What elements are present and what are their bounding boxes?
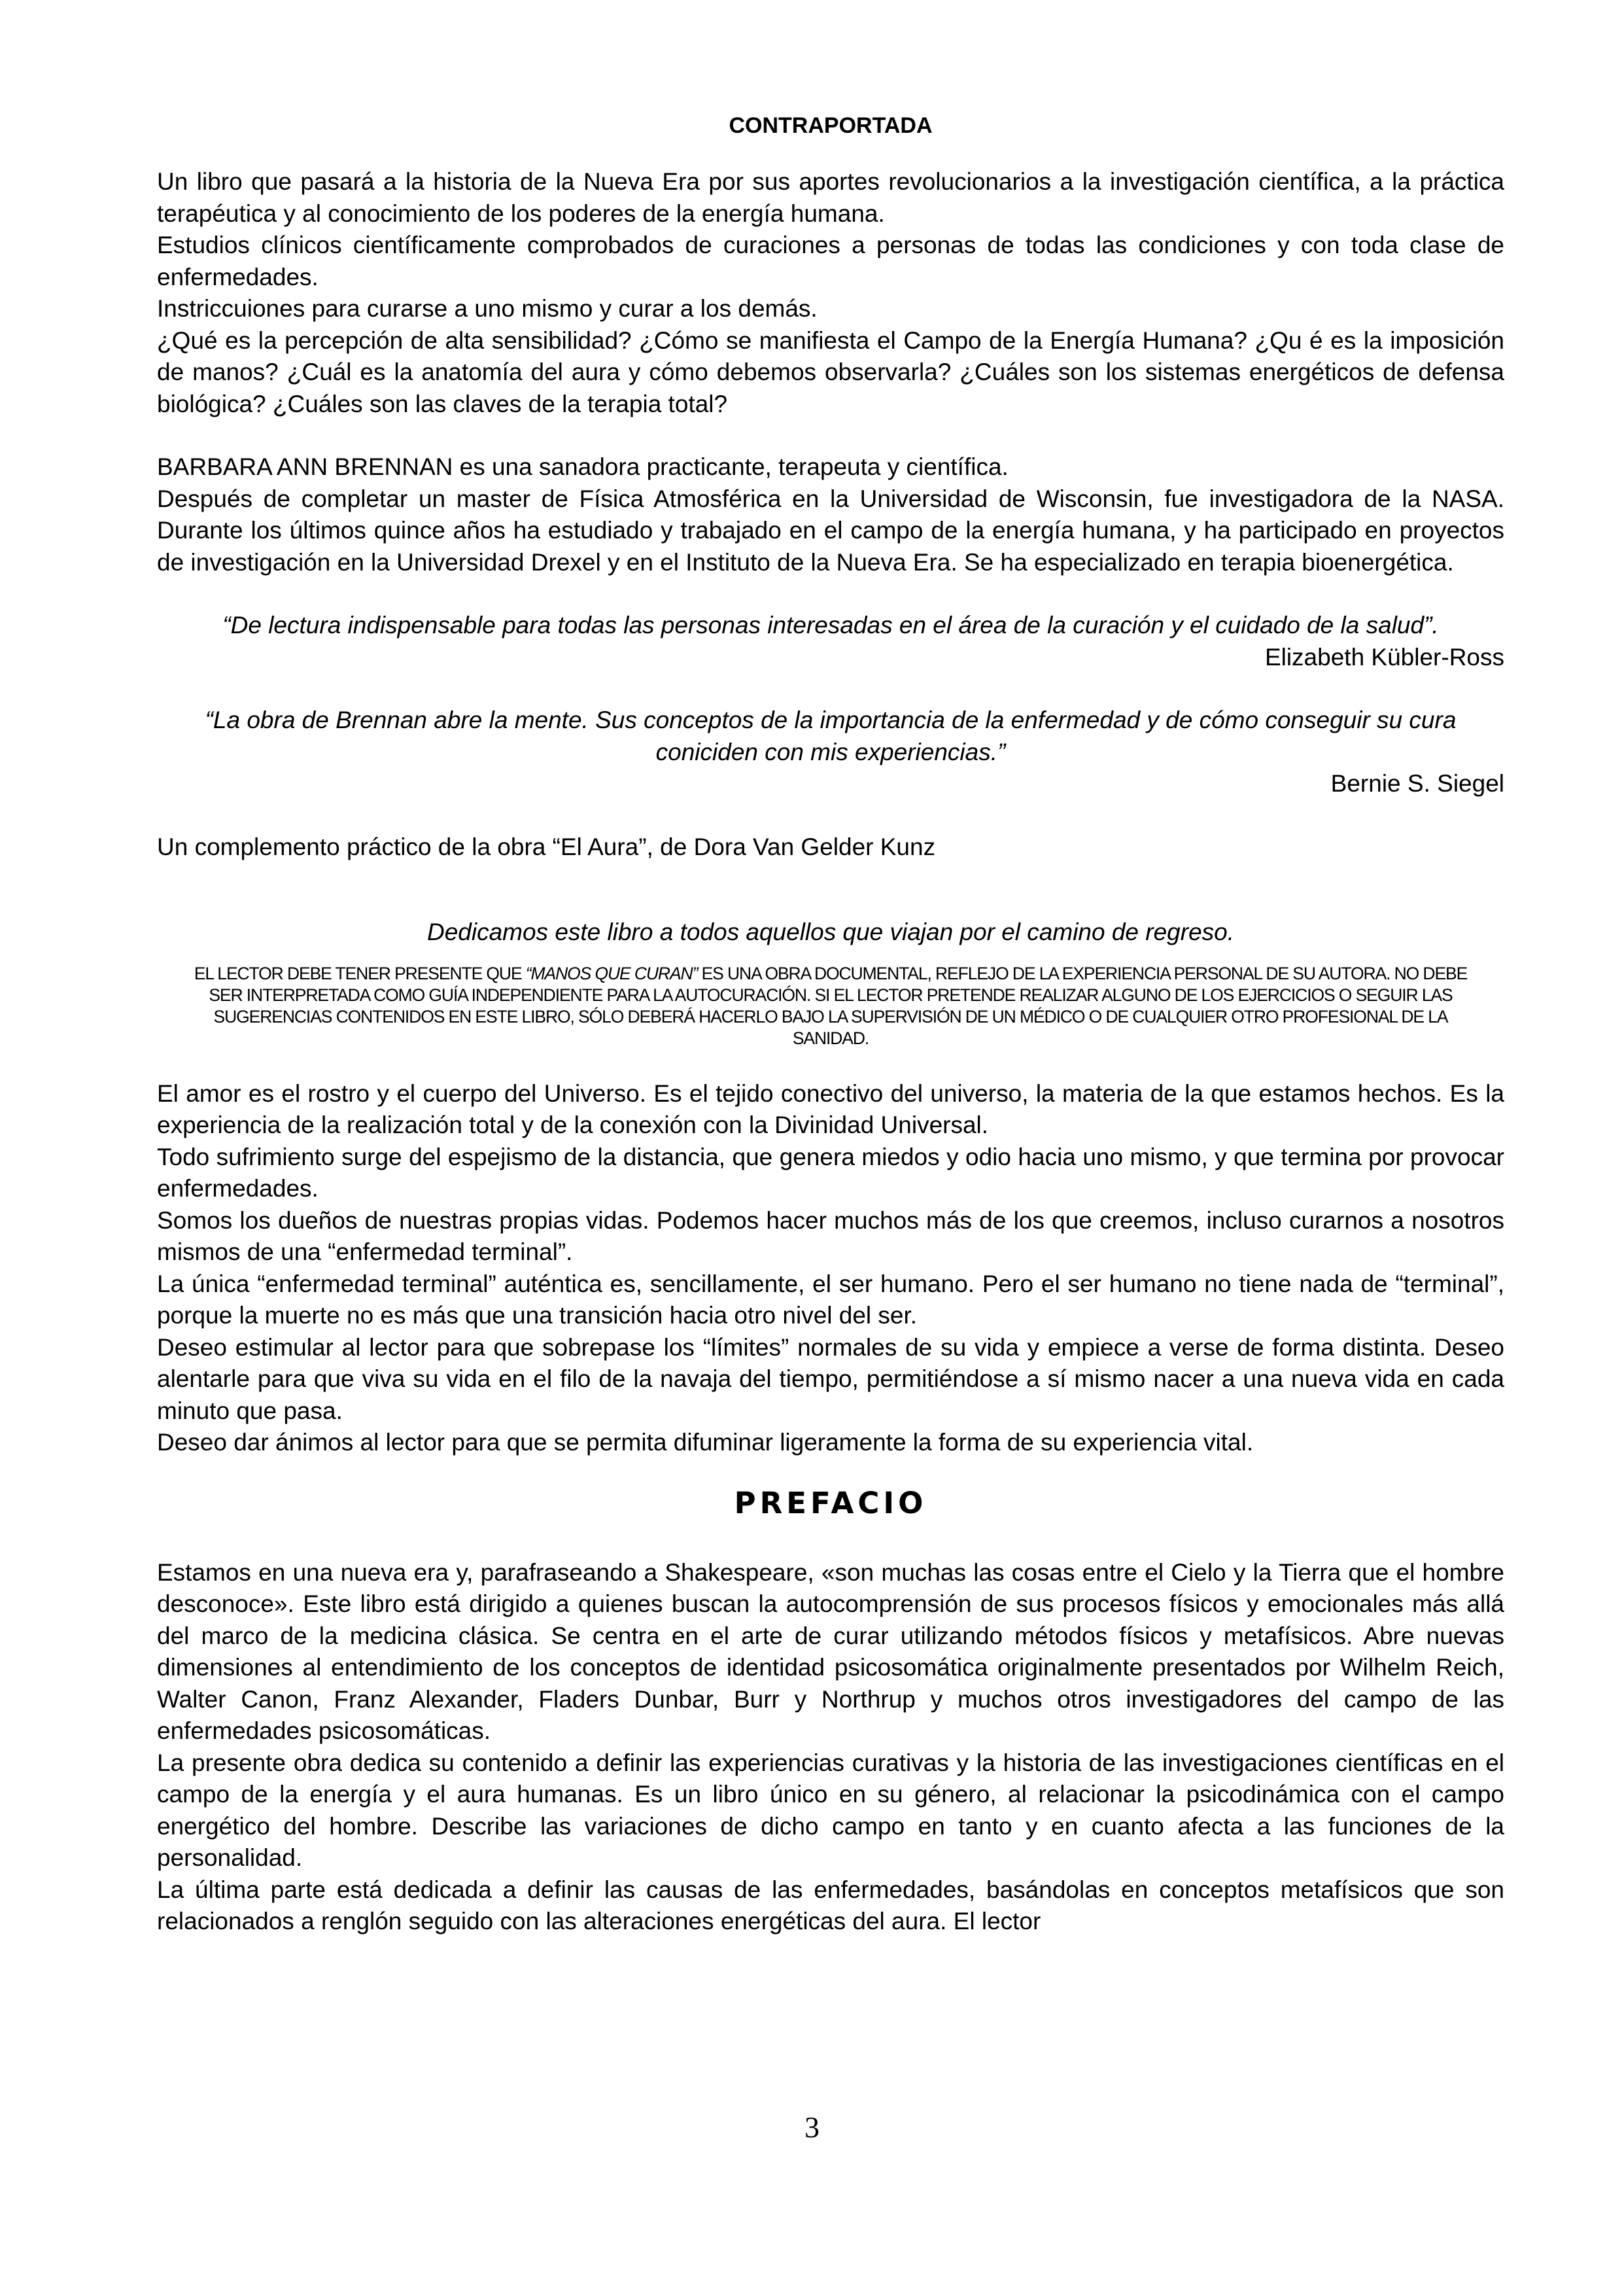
reflection-paragraph: La única “enfermedad terminal” auténtica es, sencillamente, el ser humano. Pero el ser humano no tiene nada de “terminal”, porque la muerte no es más que una transición hacia otro nivel del ser. — [157, 1270, 1504, 1329]
prefacio-paragraph: La presente obra dedica su contenido a definir las experiencias curativas y la historia de las investigaciones científicas en el campo de la energía y el aura humanas. Es un libro único en su género, al relacionar la psicodinámica con el campo energético del hombre. Describe las variaciones de dicho campo en tanto y en cuanto afecta a las funciones de la personalidad. — [157, 1749, 1504, 1871]
page-number: 3 — [804, 2111, 820, 2144]
author-paragraph: Después de completar un master de Física Atmosférica en la Universidad de Wisconsin, fue investigadora de la NASA. Durante los últimos quince años ha estudiado y trabajado en el campo de la energía humana, y ha participado en proyectos de investigación en la Universidad Drexel y en el Instituto de la Nueva Era. Se ha especializado en terapia bioenergética. — [157, 485, 1504, 576]
disclaimer-book-title: “MANOS QUE CURAN” — [525, 963, 698, 983]
author-paragraph: BARBARA ANN BRENNAN es una sanadora practicante, terapeuta y científica. — [157, 453, 1009, 480]
prefacio-heading: PREFACIO — [734, 1485, 927, 1520]
intro-paragraph: Instriccuiones para curarse a uno mismo y curar a los demás. — [157, 295, 818, 322]
intro-paragraph: Un libro que pasará a la historia de la Nueva Era por sus aportes revolucionarios a la investigación científica, a la práctica terapéutica y al conocimiento de los poderes de la energía humana. — [157, 168, 1504, 227]
quote-text: “De lectura indispensable para todas las personas interesadas en el área de la curación y el cuidado de la salud”. — [222, 612, 1439, 639]
reflection-paragraph: Somos los dueños de nuestras propias vidas. Podemos hacer muchos más de los que creemos, incluso curarnos a nosotros mismos de una “enfermedad terminal”. — [157, 1206, 1504, 1265]
disclaimer-text: ES UNA OBRA DOCUMENTAL, REFLEJO DE LA EXPERIENCIA PERSONAL DE SU AUTORA. NO DEBE SER INTERPRETADA COMO GUÍA INDEPENDIENTE PARA LA AUTOCURACIÓN. SI EL LECTOR PRETENDE REALIZAR ALGUNO DE LOS EJERCICIOS O SEGUIR LAS SUGERENCIAS CONTENIDOS EN ESTE LIBRO, SÓLO DEBERÁ HACERLO BAJO LA SUPERVISIÓN DE UN MÉDICO O DE CUALQUIER OTRO PROFESIONAL DE LA SANIDAD. — [209, 963, 1468, 1048]
reflection-paragraph: El amor es el rostro y el cuerpo del Universo. Es el tejido conectivo del universo, la materia de la que estamos hechos. Es la experiencia de la realización total y de la conexión con la Divinidad Universal. — [157, 1079, 1504, 1138]
reflection-paragraph: Deseo dar ánimos al lector para que se permita difuminar ligeramente la forma de su experiencia vital. — [157, 1429, 1254, 1456]
prefacio-section — [157, 1557, 1504, 1938]
reflection-paragraph: Deseo estimular al lector para que sobrepase los “límites” normales de su vida y empiece a verse de forma distinta. Deseo alentarle para que viva su vida en el filo de la navaja del tiempo, permitiéndose a sí mismo nacer a una nueva vida en cada minuto que pasa. — [157, 1333, 1504, 1424]
contraportada-heading: CONTRAPORTADA — [729, 113, 933, 138]
quote-author: Bernie S. Siegel — [1330, 770, 1504, 797]
prefacio-paragraph: La última parte está dedicada a definir las causas de las enfermedades, basándolas en conceptos metafísicos que son relacionados a renglón seguido con las alteraciones energéticas del aura. El lector — [157, 1876, 1504, 1935]
intro-section — [157, 166, 1504, 420]
quote-block-2 — [157, 705, 1504, 800]
dedication: Dedicamos este libro a todos aquellos que viajan por el camino de regreso. — [426, 919, 1235, 945]
intro-paragraph: Estudios clínicos científicamente comprobados de curaciones a personas de todas las condiciones y con toda clase de enfermedades. — [157, 232, 1504, 290]
disclaimer-text: EL LECTOR DEBE TENER PRESENTE QUE — [194, 963, 526, 983]
prefacio-paragraph: Estamos en una nueva era y, parafraseando a Shakespeare, «son muchas las cosas entre el Cielo y la Tierra que el hombre desconoce». Este libro está dirigido a quienes buscan la autocomprensión de sus procesos físicos y emocionales más allá del marco de la medicina clásica. Se centra en el arte de curar utilizando métodos físicos y metafísicos. Abre nuevas dimensiones al entendimiento de los conceptos de identidad psicosomática originalmente presentados por Wilhelm Reich, Walter Canon, Franz Alexander, Fladers Dunbar, Burr y Northrup y muchos otros investigadores del campo de las enfermedades psicosomáticas. — [157, 1558, 1504, 1744]
intro-paragraph: ¿Qué es la percepción de alta sensibilidad? ¿Cómo se manifiesta el Campo de la Energía Humana? ¿Qu é es la imposición de manos? ¿Cuál es la anatomía del aura y cómo debemos observarla? ¿Cuáles son los sistemas energéticos de defensa biológica? ¿Cuáles son las claves de la terapia total? — [157, 326, 1504, 417]
quote-block-1 — [157, 610, 1504, 673]
author-section — [157, 451, 1504, 578]
disclaimer — [157, 963, 1504, 1049]
complement-note: Un complemento práctico de la obra “El Aura”, de Dora Van Gelder Kunz — [157, 833, 936, 860]
document-page — [157, 111, 1504, 1938]
quote-text: “La obra de Brennan abre la mente. Sus conceptos de la importancia de la enfermedad y de cómo conseguir su cura coniciden con mis experiencias.” — [205, 707, 1457, 765]
quote-author: Elizabeth Kübler-Ross — [1264, 643, 1504, 671]
reflection-section — [157, 1078, 1504, 1459]
reflection-paragraph: Todo sufrimiento surge del espejismo de la distancia, que genera miedos y odio hacia uno mismo, y que termina por provocar enfermedades. — [157, 1143, 1504, 1202]
